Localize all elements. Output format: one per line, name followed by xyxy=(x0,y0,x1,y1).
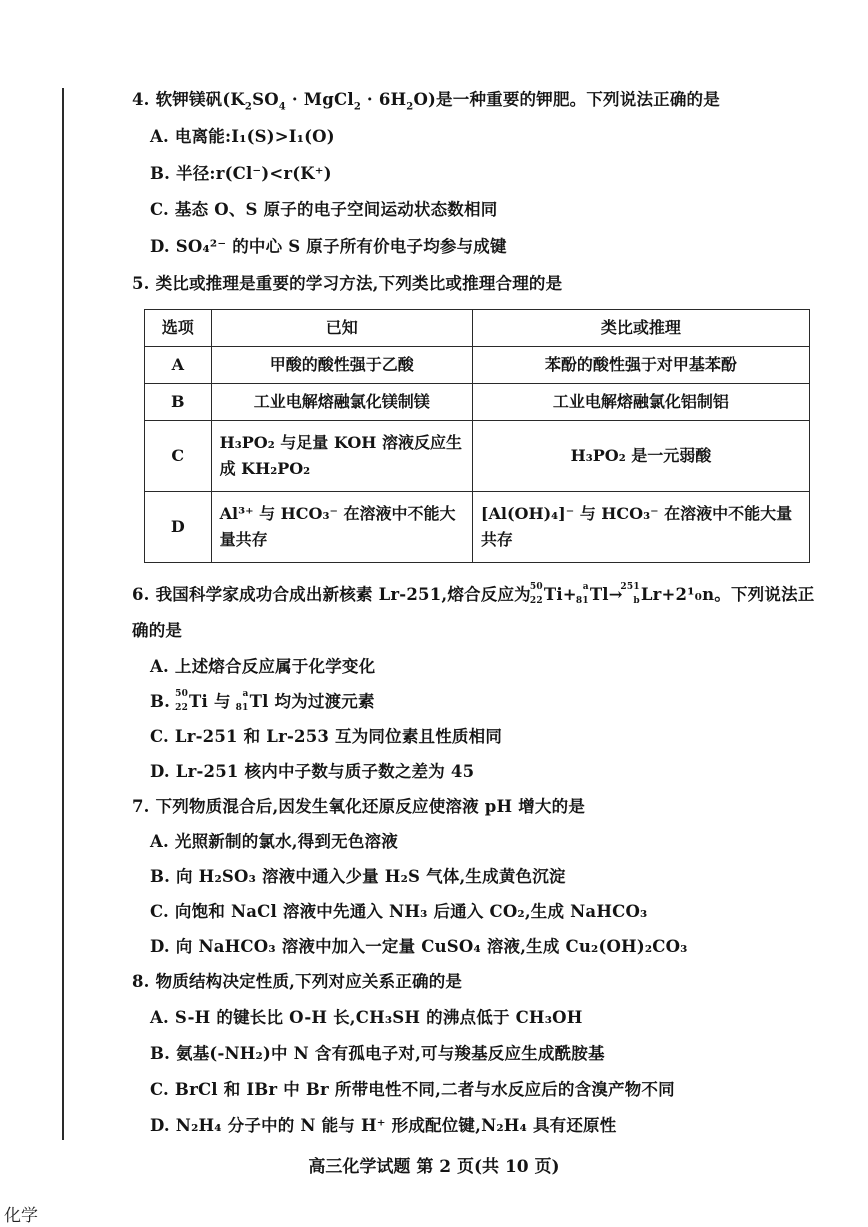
row-known: Al³⁺ 与 HCO₃⁻ 在溶液中不能大量共存 xyxy=(211,492,472,563)
q6-option-d: D. Lr-251 核内中子数与质子数之差为 45 xyxy=(150,762,475,781)
q8-option-a: A. S-H 的键长比 O-H 长,CH₃SH 的沸点低于 CH₃OH xyxy=(150,1008,583,1027)
q8-stem: 8. 物质结构决定性质,下列对应关系正确的是 xyxy=(132,972,463,991)
ti-nuclide-label-b: 50 22 xyxy=(175,689,189,713)
q8-option-b: B. 氨基(-NH₂)中 N 含有孤电子对,可与羧基反应生成酰胺基 xyxy=(150,1044,605,1063)
lr-nuclide-label: 251 b xyxy=(620,582,640,606)
binding-margin-line xyxy=(62,88,64,1140)
q6-option-b: B. 50 22 Ti 与 a 81 Tl 均为过渡元素 xyxy=(150,689,375,713)
corner-subject-label: 化学 xyxy=(4,1206,38,1226)
q7-stem: 7. 下列物质混合后,因发生氧化还原反应使溶液 pH 增大的是 xyxy=(132,797,586,816)
row-inference: 工业电解熔融氯化铝制铝 xyxy=(472,384,809,421)
row-key: D xyxy=(145,492,212,563)
table-row xyxy=(145,421,810,492)
q8-option-d: D. N₂H₄ 分子中的 N 能与 H⁺ 形成配位键,N₂H₄ 具有还原性 xyxy=(150,1116,617,1135)
q8-option-c: C. BrCl 和 IBr 中 Br 所带电性不同,二者与水反应后的含溴产物不同 xyxy=(150,1080,675,1099)
q7-option-a: A. 光照新制的氯水,得到无色溶液 xyxy=(150,832,398,851)
q4-option-b: B. 半径:r(Cl⁻)<r(K⁺) xyxy=(150,164,332,183)
tl-nuclide-label-b: a 81 xyxy=(235,689,249,713)
q4-option-c: C. 基态 O、S 原子的电子空间运动状态数相同 xyxy=(150,200,498,219)
table-row xyxy=(145,384,810,421)
q7-option-b: B. 向 H₂SO₃ 溶液中通入少量 H₂S 气体,生成黄色沉淀 xyxy=(150,867,566,886)
row-known: H₃PO₂ 与足量 KOH 溶液反应生成 KH₂PO₂ xyxy=(211,421,472,492)
tl-nuclide-label: a 81 xyxy=(575,582,589,606)
table-row xyxy=(145,347,810,384)
row-inference: H₃PO₂ 是一元弱酸 xyxy=(472,421,809,492)
q4-stem: 4. 软钾镁矾($K_2SO_4$ · MgCl$_2$ · $6H_2O$)是一种重要的钾肥。下列说法正确的是 xyxy=(132,90,720,113)
row-inference: [Al(OH)₄]⁻ 与 HCO₃⁻ 在溶液中不能大量共存 xyxy=(472,492,809,563)
q7-option-d: D. 向 NaHCO₃ 溶液中加入一定量 CuSO₄ 溶液,生成 Cu₂(OH)₂CO₃ xyxy=(150,937,688,956)
header-inference: 类比或推理 xyxy=(472,310,809,347)
header-option: 选项 xyxy=(145,310,212,347)
row-key: C xyxy=(145,421,212,492)
row-inference: 苯酚的酸性强于对甲基苯酚 xyxy=(472,347,809,384)
q4-option-a: A. 电离能:I₁(S)>I₁(O) xyxy=(150,127,335,146)
q4-option-d: D. SO₄²⁻ 的中心 S 原子所有价电子均参与成键 xyxy=(150,237,507,256)
page-footer: 高三化学试题 第 2 页(共 10 页) xyxy=(308,1157,560,1177)
table-row xyxy=(145,492,810,563)
q6-option-a: A. 上述熔合反应属于化学变化 xyxy=(150,657,376,676)
q6-stem-continued: 确的是 xyxy=(132,621,183,640)
row-key: A xyxy=(145,347,212,384)
row-known: 甲酸的酸性强于乙酸 xyxy=(211,347,472,384)
ti-nuclide-label: 50 22 xyxy=(529,582,543,606)
q6-option-c: C. Lr-251 和 Lr-253 互为同位素且性质相同 xyxy=(150,727,503,746)
header-known: 已知 xyxy=(211,310,472,347)
q6-stem: 6. 我国科学家成功合成出新核素 Lr-251,熔合反应为 50 22 Ti+ a 81 Tl→ 251 b Lr+2¹₀n。下列说法正 xyxy=(132,582,815,606)
row-key: B xyxy=(145,384,212,421)
row-known: 工业电解熔融氯化镁制镁 xyxy=(211,384,472,421)
q5-comparison-table xyxy=(144,309,810,563)
q5-stem: 5. 类比或推理是重要的学习方法,下列类比或推理合理的是 xyxy=(132,274,563,293)
table-header-row xyxy=(145,310,810,347)
q7-option-c: C. 向饱和 NaCl 溶液中先通入 NH₃ 后通入 CO₂,生成 NaHCO₃ xyxy=(150,902,648,921)
